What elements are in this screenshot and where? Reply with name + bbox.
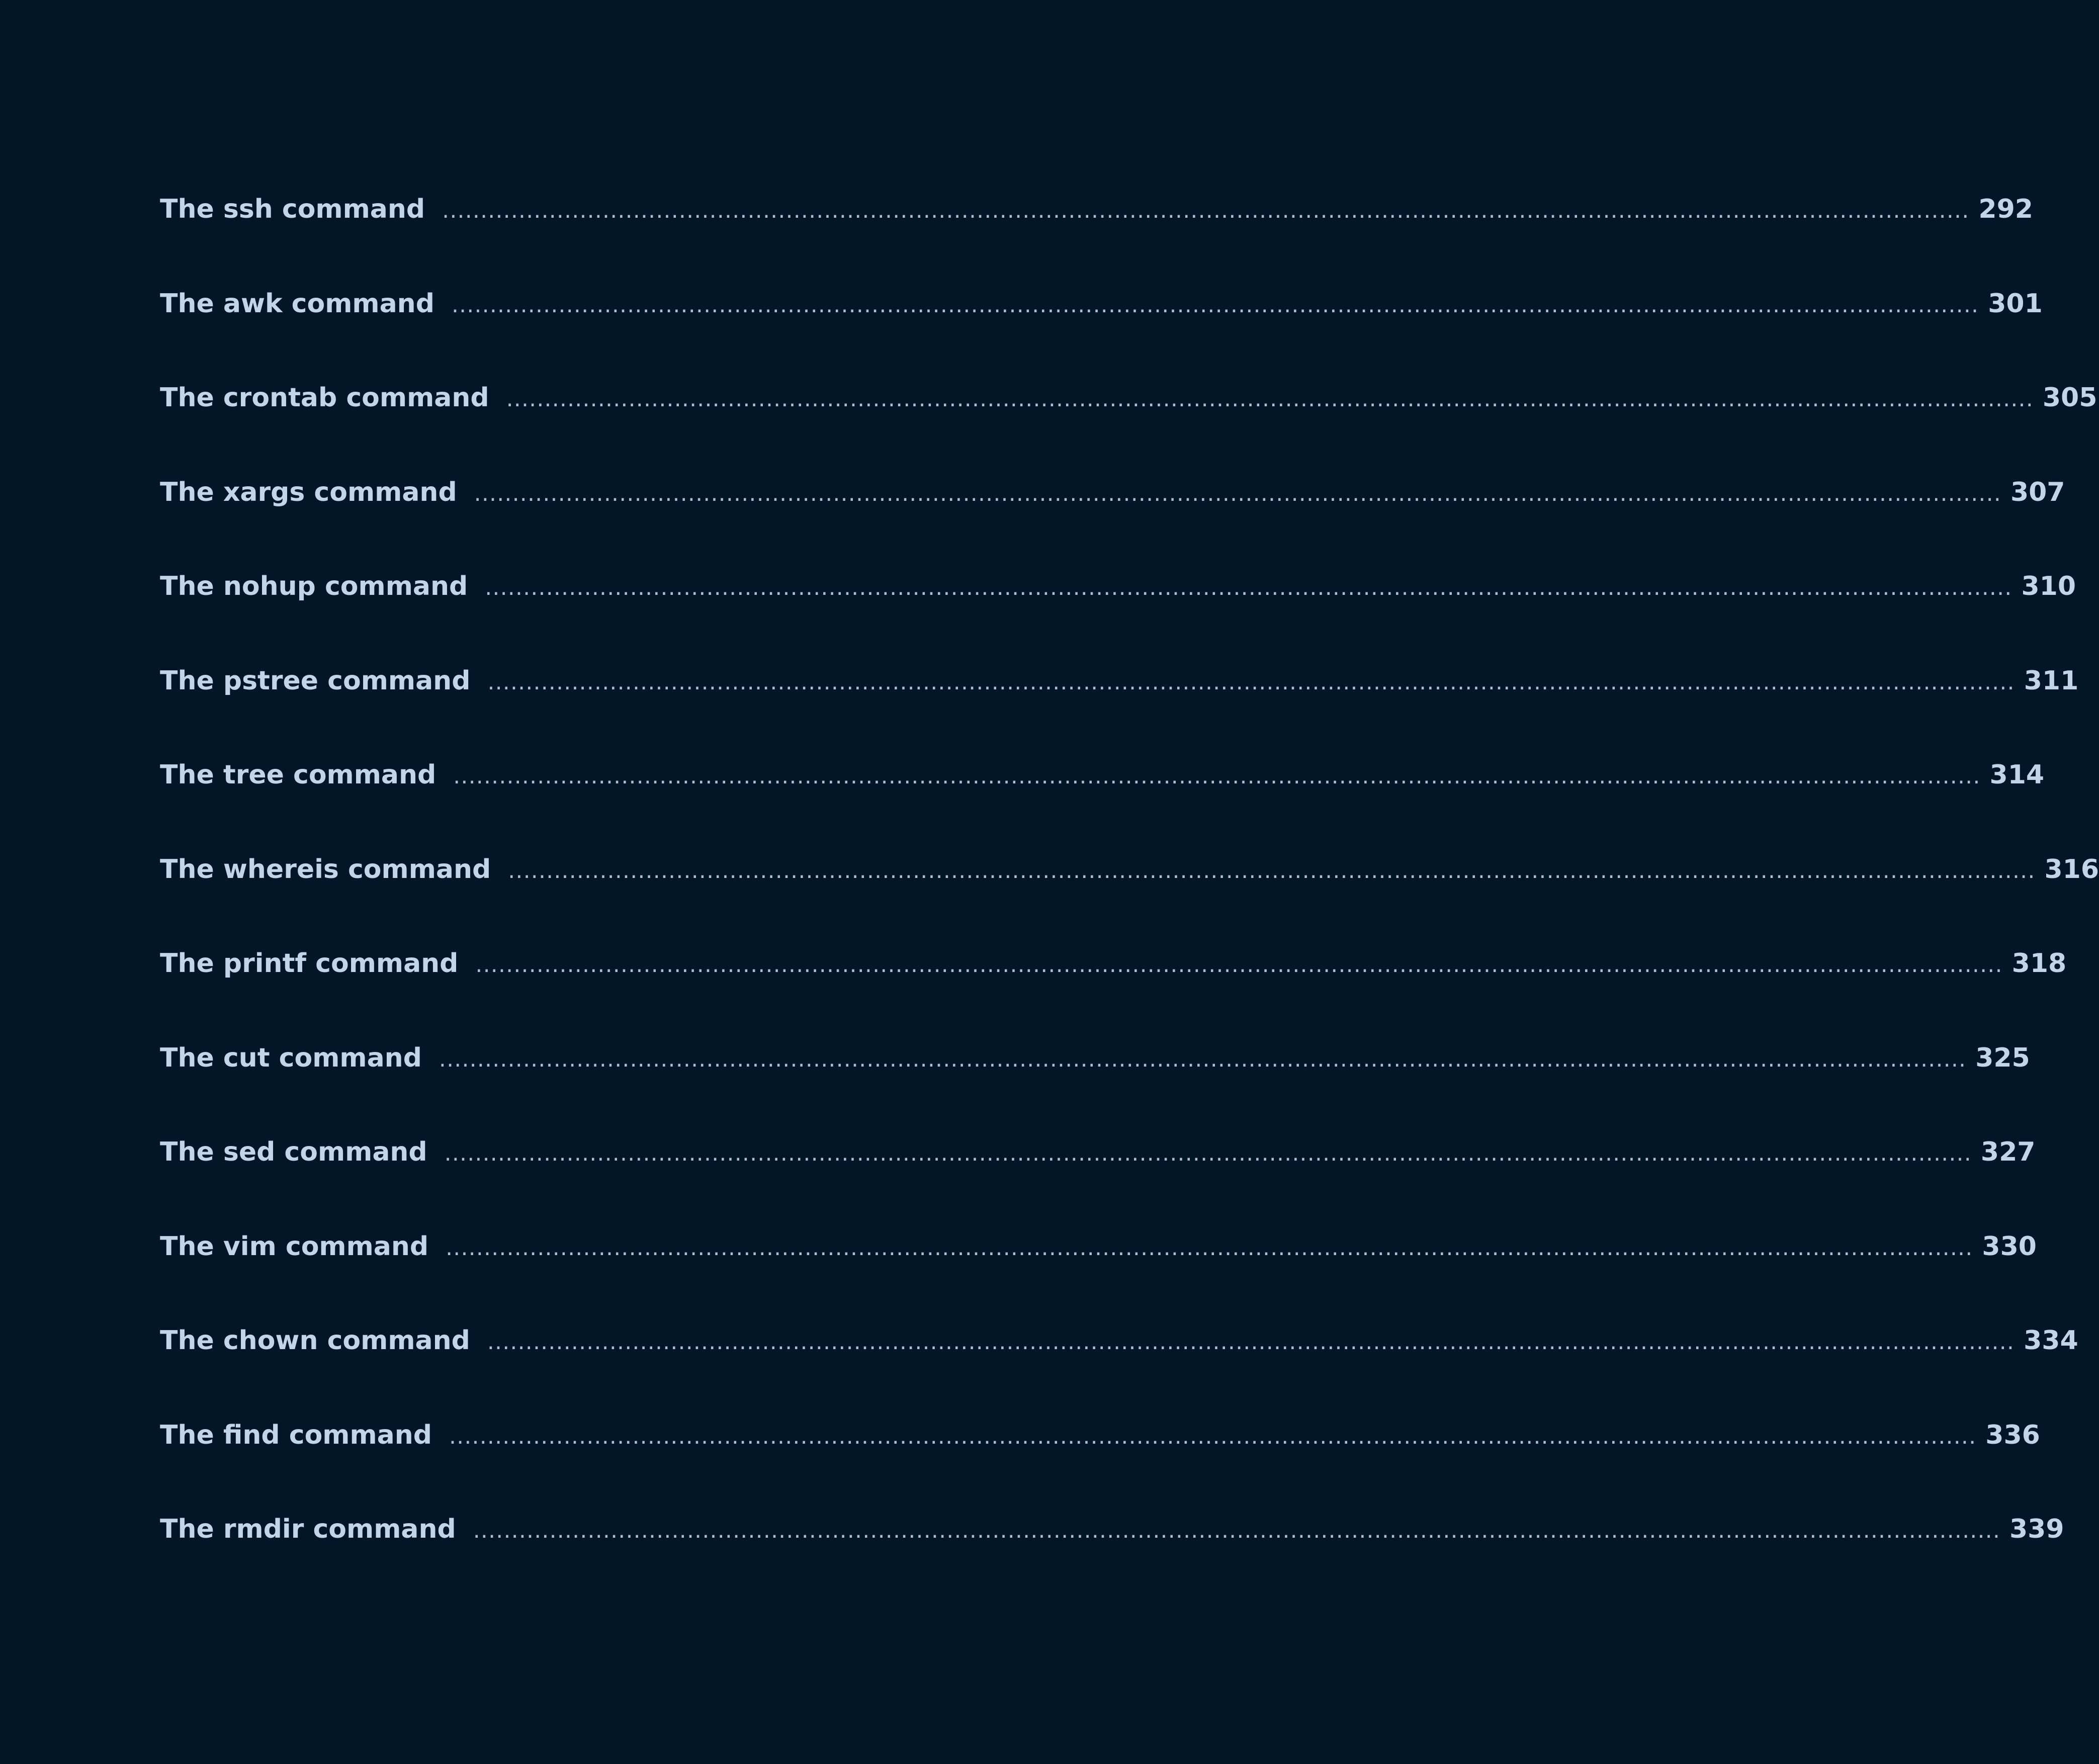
toc-entry-title: The xargs command xyxy=(160,477,457,507)
toc-entry-page: 292 xyxy=(1978,194,2033,224)
toc-entry-page: 316 xyxy=(2044,854,2099,885)
toc-entry-title: The find command xyxy=(160,1420,432,1450)
toc-entry[interactable] xyxy=(160,844,2099,939)
toc-entry[interactable] xyxy=(160,1033,2030,1127)
dot-leader: ........................................................................................................................................................................................................ xyxy=(449,1423,1977,1449)
dot-leader: ........................................................................................................................................................................................................ xyxy=(474,480,2001,506)
dot-leader: ........................................................................................................................................................................................................ xyxy=(508,857,2036,884)
dot-leader: ........................................................................................................................................................................................................ xyxy=(487,669,2015,695)
toc-entry-title: The cut command xyxy=(160,1042,422,1073)
toc-entry-page: 311 xyxy=(2024,665,2079,696)
toc-entry-page: 301 xyxy=(1988,288,2043,319)
dot-leader: ........................................................................................................................................................................................................ xyxy=(451,292,1979,318)
toc-entry-page: 310 xyxy=(2021,571,2076,601)
toc-entry-page: 325 xyxy=(1975,1042,2030,1073)
toc-entry[interactable] xyxy=(160,1315,2078,1410)
toc-entry-title: The whereis command xyxy=(160,854,491,885)
toc-entry-title: The chown command xyxy=(160,1326,470,1356)
dot-leader: ........................................................................................................................................................................................................ xyxy=(506,386,2034,412)
toc-entry-page: 307 xyxy=(2010,477,2065,507)
toc-entry-title: The tree command xyxy=(160,760,436,790)
dot-leader: ........................................................................................................................................................................................................ xyxy=(473,1518,2000,1543)
toc-entry-page: 330 xyxy=(1982,1231,2037,1262)
toc-entry[interactable] xyxy=(160,1127,2036,1221)
toc-entry-title: The pstree command xyxy=(160,665,471,696)
toc-entry-page: 336 xyxy=(1985,1420,2040,1450)
dot-leader: ........................................................................................................................................................................................................ xyxy=(442,198,1970,223)
toc-entry-page: 334 xyxy=(2024,1326,2078,1356)
toc-entry-title: The awk command xyxy=(160,288,434,319)
toc-entry-title: The rmdir command xyxy=(160,1514,456,1544)
toc-entry[interactable] xyxy=(160,1221,2037,1316)
dot-leader: ........................................................................................................................................................................................................ xyxy=(475,952,2003,978)
toc-entry-page: 318 xyxy=(2011,948,2067,979)
dot-leader: ........................................................................................................................................................................................................ xyxy=(487,1329,2015,1355)
toc-entry-title: The ssh command xyxy=(160,194,425,224)
toc-entry[interactable] xyxy=(160,561,2076,656)
toc-entry-page: 314 xyxy=(1989,760,2045,790)
toc-entry[interactable] xyxy=(160,1410,2040,1505)
toc-entry[interactable] xyxy=(160,467,2065,562)
dot-leader: ........................................................................................................................................................................................................ xyxy=(444,1140,1972,1166)
toc-entry-title: The crontab command xyxy=(160,383,489,413)
toc-entry[interactable] xyxy=(160,656,2079,750)
toc-entry-title: The printf command xyxy=(160,948,459,979)
toc-entry[interactable] xyxy=(160,1504,2064,1599)
toc-entry[interactable] xyxy=(160,938,2067,1033)
toc-entry[interactable] xyxy=(160,279,2043,373)
toc-entry[interactable] xyxy=(160,373,2097,467)
dot-leader: ........................................................................................................................................................................................................ xyxy=(453,763,1981,789)
toc-entry[interactable] xyxy=(160,184,2033,279)
toc-entry[interactable] xyxy=(160,750,2045,844)
dot-leader: ........................................................................................................................................................................................................ xyxy=(439,1046,1967,1072)
dot-leader: ........................................................................................................................................................................................................ xyxy=(446,1234,1973,1261)
toc-entry-title: The sed command xyxy=(160,1137,427,1167)
toc-entry-page: 339 xyxy=(2009,1514,2064,1544)
toc-entry-title: The nohup command xyxy=(160,571,468,601)
toc-entry-page: 305 xyxy=(2042,383,2097,413)
toc-entry-title: The vim command xyxy=(160,1231,429,1262)
dot-leader: ........................................................................................................................................................................................................ xyxy=(485,575,2013,600)
toc-entry-page: 327 xyxy=(1980,1137,2036,1167)
table-of-contents xyxy=(160,184,2099,1599)
